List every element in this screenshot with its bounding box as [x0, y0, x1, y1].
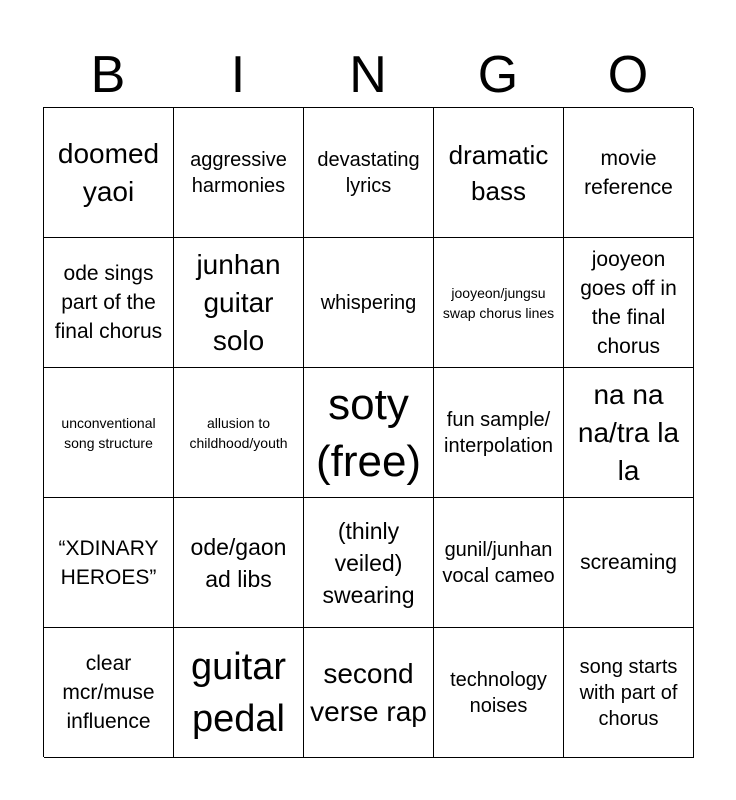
cell-label: fun sample/ interpolation: [444, 408, 553, 457]
header-letter-g: G: [477, 46, 519, 104]
header-letter-n: N: [349, 46, 387, 104]
cell-label: song starts with part of chorus: [579, 655, 678, 730]
cell-label: movie reference: [584, 146, 673, 199]
bingo-cell[interactable]: [174, 628, 304, 758]
bingo-cell[interactable]: [44, 108, 174, 238]
free-space-label: soty (free): [315, 379, 422, 486]
bingo-cell[interactable]: [174, 368, 304, 498]
bingo-cell[interactable]: [564, 628, 694, 758]
cell-label: doomed yaoi: [57, 137, 160, 207]
cell-label: whispering: [320, 291, 417, 314]
bingo-cell[interactable]: [44, 368, 174, 498]
cell-label: ode sings part of the final chorus: [54, 262, 163, 343]
cell-label: jooyeon/jungsu swap chorus lines: [442, 284, 555, 321]
cell-label: technology noises: [450, 668, 547, 717]
bingo-cell[interactable]: [304, 238, 434, 368]
cell-label: gunil/junhan vocal cameo: [442, 538, 555, 587]
cell-label: junhan guitar solo: [196, 248, 281, 356]
cell-label: na na na/tra la la: [577, 378, 680, 486]
free-space-cell[interactable]: [304, 368, 434, 498]
cell-label: unconventional song structure: [61, 414, 156, 451]
bingo-cell[interactable]: [434, 238, 564, 368]
bingo-cell[interactable]: [434, 368, 564, 498]
bingo-header: [43, 44, 693, 106]
cell-label: clear mcr/muse influence: [62, 652, 155, 733]
bingo-cell[interactable]: [174, 238, 304, 368]
bingo-cell[interactable]: [564, 498, 694, 628]
bingo-cell[interactable]: [174, 108, 304, 238]
cell-label: screaming: [580, 551, 677, 574]
bingo-cell[interactable]: [564, 108, 694, 238]
cell-label: devastating lyrics: [317, 148, 420, 197]
bingo-cell[interactable]: [304, 498, 434, 628]
header-letter-o: O: [607, 46, 649, 104]
cell-label: jooyeon goes off in the final chorus: [580, 247, 677, 358]
bingo-cell[interactable]: [564, 238, 694, 368]
bingo-cell[interactable]: [434, 108, 564, 238]
bingo-cell[interactable]: [44, 628, 174, 758]
bingo-cell[interactable]: [44, 498, 174, 628]
bingo-grid: [43, 107, 693, 757]
cell-label: aggressive harmonies: [190, 148, 287, 197]
header-letter-b: B: [90, 46, 126, 104]
bingo-cell[interactable]: [434, 498, 564, 628]
bingo-cell[interactable]: [434, 628, 564, 758]
bingo-cell[interactable]: [304, 108, 434, 238]
cell-label: (thinly veiled) swearing: [322, 517, 415, 608]
cell-label: guitar pedal: [190, 645, 287, 740]
bingo-cell[interactable]: [174, 498, 304, 628]
cell-label: ode/gaon ad libs: [190, 533, 287, 592]
header-letter-i: I: [230, 46, 246, 104]
cell-label: “XDINARY HEROES”: [58, 536, 159, 589]
bingo-cell[interactable]: [304, 628, 434, 758]
cell-label: allusion to childhood/youth: [189, 414, 288, 451]
cell-label: dramatic bass: [448, 139, 549, 206]
bingo-cell[interactable]: [44, 238, 174, 368]
cell-label: second verse rap: [310, 657, 427, 727]
bingo-cell[interactable]: [564, 368, 694, 498]
